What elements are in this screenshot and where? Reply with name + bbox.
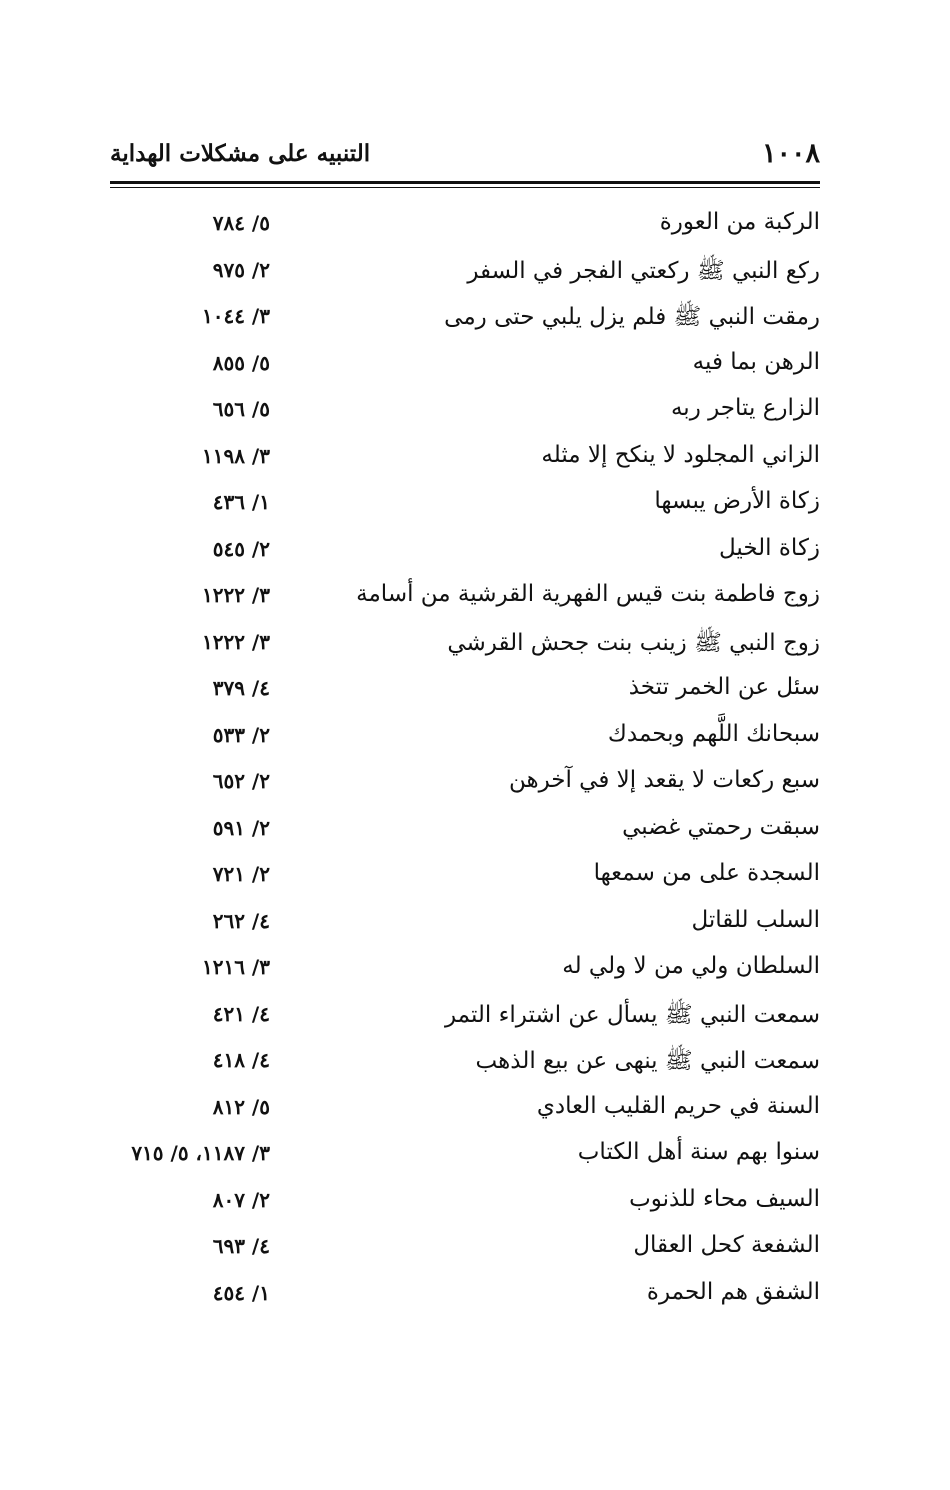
- entry-phrase: سبقت رحمتي غضبي: [622, 813, 820, 840]
- index-entry: [110, 1275, 820, 1322]
- index-entry: [110, 856, 820, 903]
- entry-phrase: زكاة الخيل: [718, 534, 820, 561]
- entry-reference: ٣/ ١٢١٦: [202, 955, 270, 979]
- entry-reference: ٢/ ٦٥٢: [212, 769, 270, 793]
- entry-phrase: السلب للقاتل: [691, 906, 820, 933]
- entry-reference: ٤/ ٤٢١: [212, 1001, 270, 1026]
- index-entry: [110, 949, 820, 996]
- entry-reference: ٢/ ٥٩١: [212, 815, 270, 840]
- index-entry: [110, 205, 820, 252]
- index-entry: [110, 1135, 820, 1182]
- entry-phrase: رمقت النبي ﷺ فلم يزل يلبي حتى رمى: [444, 304, 820, 330]
- entry-phrase: سبحانك اللَّهم وبحمدك: [607, 720, 820, 747]
- entry-reference: ٢/ ٩٧٥: [212, 257, 270, 282]
- index-entry: [110, 903, 820, 950]
- entry-phrase: زكاة الأرض يبسها: [654, 488, 820, 514]
- entry-phrase: السنة في حريم القليب العادي: [536, 1092, 820, 1119]
- entry-reference: ٥/ ٨١٢: [212, 1094, 270, 1119]
- entry-phrase: السلطان ولي من لا ولي له: [562, 953, 820, 979]
- entry-phrase: السجدة على من سمعها: [593, 860, 820, 886]
- entry-reference: ٥/ ٧٨٤: [212, 211, 270, 235]
- index-entry: [110, 577, 820, 624]
- index-entry: [110, 531, 820, 578]
- index-entry: [110, 810, 820, 857]
- entry-reference: ٤/ ٣٧٩: [212, 676, 270, 700]
- entry-phrase: سبع ركعات لا يقعد إلا في آخرهن: [508, 767, 820, 793]
- index-entry: [110, 438, 820, 485]
- index-entry: [110, 252, 820, 299]
- entry-reference: ٢/ ٨٠٧: [212, 1187, 270, 1212]
- entry-phrase: السيف محاء للذنوب: [629, 1185, 820, 1212]
- index-entry: [110, 298, 820, 345]
- index-entry: [110, 670, 820, 717]
- entry-phrase: سمعت النبي ﷺ ينهى عن بيع الذهب: [475, 1048, 820, 1074]
- header-rule-thick: [110, 181, 820, 184]
- header-rule-thin: [110, 187, 820, 188]
- entry-phrase: الركبة من العورة: [659, 209, 820, 235]
- index-entry: [110, 391, 820, 438]
- index-entry: [110, 763, 820, 810]
- index-entry: [110, 484, 820, 531]
- entry-reference: ٢/ ٥٣٣: [212, 722, 270, 747]
- entry-reference: ٢/ ٥٤٥: [212, 536, 270, 561]
- entry-phrase: الزاني المجلود لا ينكح إلا مثله: [541, 441, 820, 468]
- index-entry: [110, 345, 820, 392]
- entry-reference: ٤/ ٢٦٢: [212, 908, 270, 933]
- index-entry: [110, 1089, 820, 1136]
- book-title: التنبيه على مشكلات الهداية: [110, 140, 371, 167]
- entry-reference: ١/ ٤٣٦: [212, 490, 270, 514]
- entry-phrase: زوج فاطمة بنت قيس الفهرية القرشية من أسامة: [356, 581, 820, 607]
- index-entry: [110, 1228, 820, 1275]
- entry-reference: ٣/ ١١٨٧، ٥/ ٧١٥: [131, 1141, 270, 1165]
- entry-phrase: سمعت النبي ﷺ يسأل عن اشتراء التمر: [444, 1001, 820, 1028]
- entry-phrase: سئل عن الخمر تتخذ: [628, 674, 820, 700]
- entry-phrase: سنوا بهم سنة أهل الكتاب: [577, 1139, 820, 1165]
- index-list: [110, 205, 820, 1321]
- entry-reference: ١/ ٤٥٤: [212, 1280, 270, 1305]
- entry-reference: ٣/ ١٢٢٢: [202, 629, 270, 654]
- page-header: [110, 128, 820, 178]
- page-number: ١٠٠٨: [761, 138, 820, 169]
- entry-reference: ٤/ ٤١٨: [212, 1048, 270, 1072]
- entry-phrase: زوج النبي ﷺ زينب بنت جحش القرشي: [447, 629, 820, 656]
- entry-reference: ٣/ ١١٩٨: [202, 443, 270, 468]
- entry-phrase: الشفق هم الحمرة: [646, 1278, 820, 1305]
- entry-reference: ٤/ ٦٩٣: [212, 1234, 270, 1258]
- entry-reference: ٥/ ٨٥٥: [212, 350, 270, 375]
- index-entry: [110, 996, 820, 1043]
- entry-phrase: الرهن بما فيه: [692, 348, 820, 375]
- entry-reference: ٣/ ١٢٢٢: [202, 583, 270, 607]
- entry-phrase: الزارع يتاجر ربه: [670, 395, 820, 421]
- entry-reference: ٢/ ٧٢١: [212, 862, 270, 886]
- entry-phrase: ركع النبي ﷺ ركعتي الفجر في السفر: [467, 257, 820, 284]
- index-entry: [110, 717, 820, 764]
- entry-phrase: الشفعة كحل العقال: [633, 1232, 820, 1258]
- entry-reference: ٥/ ٦٥٦: [212, 397, 270, 421]
- index-entry: [110, 624, 820, 671]
- index-entry: [110, 1042, 820, 1089]
- entry-reference: ٣/ ١٠٤٤: [202, 304, 270, 328]
- index-entry: [110, 1182, 820, 1229]
